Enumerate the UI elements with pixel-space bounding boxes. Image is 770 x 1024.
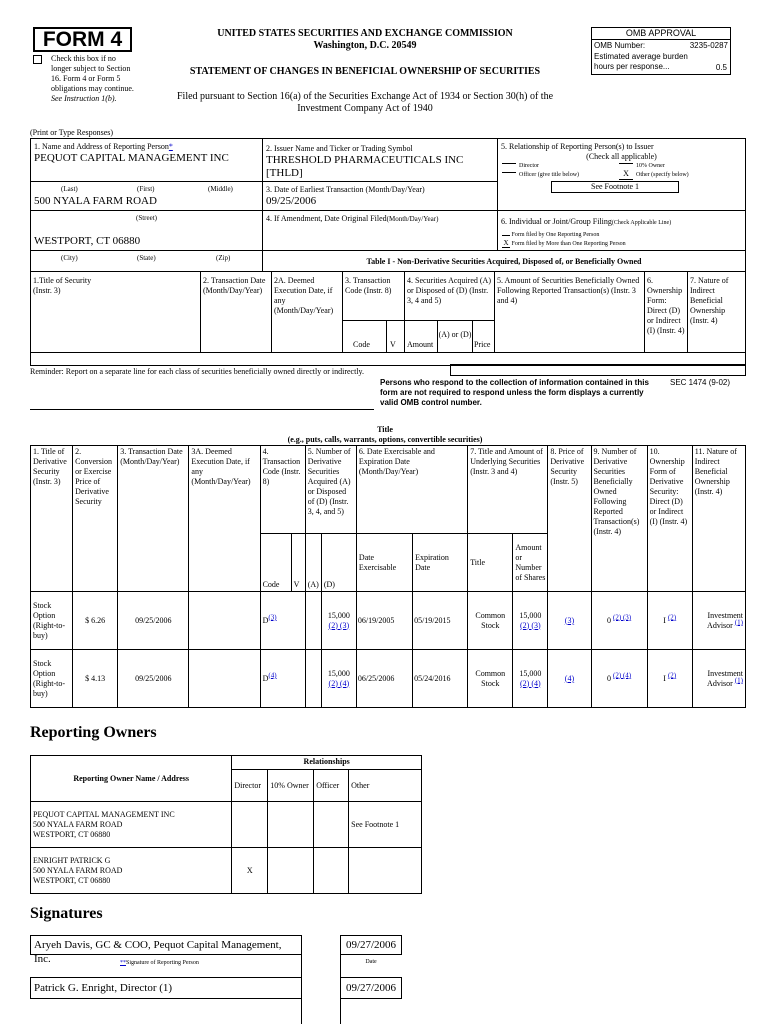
one-person-label: Form filed by One Reporting Person: [511, 232, 600, 238]
box2-label: 2. Issuer Name and Ticker or Trading Symbol: [266, 144, 413, 153]
t2-r0-number-fn[interactable]: (2) (3): [328, 620, 350, 630]
t2-r0-date-ex: 06/19/2005: [356, 592, 412, 650]
date-2-text: 09/27/2006: [345, 982, 397, 994]
signature-label-text: Signature of Reporting Person: [126, 960, 199, 966]
table-row: [31, 592, 746, 650]
table-row: [31, 802, 422, 848]
t1-acq: [404, 320, 495, 353]
ro-r0-line2: 500 NYALA FARM ROAD: [33, 819, 123, 829]
t2-r0-form: I: [663, 615, 666, 625]
t2-r0-price-deriv[interactable]: (3): [564, 615, 575, 625]
date-1-text: 09/27/2006: [345, 939, 397, 951]
t2-r1-owned-fn[interactable]: (2) (4): [613, 670, 632, 679]
t2-exp: Expiration Date: [413, 534, 468, 592]
t2-r1-owned: 0: [607, 673, 612, 683]
burden-value: 0.5: [715, 63, 727, 72]
table1-title: Table I - Non-Derivative Securities Acquired, Disposed of, or Beneficially Owned: [262, 250, 746, 272]
t2-r1-number: 15,000: [327, 668, 350, 678]
signature-label: [120, 959, 199, 967]
reporting-person-name: PEQUOT CAPITAL MANAGEMENT INC: [34, 152, 229, 164]
omb-title: OMB APPROVAL: [592, 28, 730, 40]
box2-issuer: [262, 138, 498, 182]
signature-1-text: Aryeh Davis, GC & COO, Pequot Capital Management, Inc.: [34, 939, 282, 965]
t2-r1-code-fn[interactable]: (4): [268, 670, 277, 679]
box5-sub: (Check all applicable): [586, 152, 657, 161]
notice-top-box: [450, 364, 746, 376]
ro-r0-director: [232, 802, 268, 848]
omb-number: 3235-0287: [689, 41, 728, 50]
t2-a: (A): [305, 534, 321, 592]
t2-h1: 1. Title of Derivative Security (Instr. 3): [31, 446, 73, 592]
t2-h5: 5. Number of Derivative Securities Acquired (A) or Disposed of (D) (Instr. 3, 4, and 5): [305, 446, 356, 534]
t2-r0-date: 09/25/2006: [118, 592, 189, 650]
t2-h11: 11. Nature of Indirect Beneficial Ownership (Instr. 4): [692, 446, 745, 592]
t2-r0-und-title: Common Stock: [468, 592, 513, 650]
box6-label-small: (Check Applicable Line): [611, 220, 672, 226]
t2-r0-code: D: [262, 615, 269, 625]
box6-filing: [497, 210, 746, 251]
t2-r1-exp: 05/24/2016: [413, 650, 468, 708]
omb-number-label: OMB Number:: [594, 41, 646, 50]
t1-col5: [494, 271, 645, 353]
box3-date: [262, 181, 498, 211]
officer-label: Officer (give title below): [519, 172, 580, 178]
box1-label: 1. Name and Address of Reporting Person: [34, 142, 169, 151]
label-state: (State): [137, 254, 156, 262]
box4-label-small: (Month/Day/Year): [386, 215, 439, 223]
t2-r1-nature-fn[interactable]: (1): [734, 675, 743, 684]
commission-name: UNITED STATES SECURITIES AND EXCHANGE COMMISSION: [217, 28, 513, 39]
ro-r0-line1: PEQUOT CAPITAL MANAGEMENT INC: [33, 809, 175, 819]
t2-code: Code: [260, 534, 291, 592]
t2-r0-owned-fn[interactable]: (2) (3): [613, 612, 632, 621]
t2-r1-form-fn[interactable]: (2): [667, 670, 677, 679]
t2-v: V: [291, 534, 305, 592]
ro-r0-ten: [268, 802, 314, 848]
label-last: (Last): [61, 185, 78, 193]
t1-col4-label: 4. Securities Acquired (A) or Disposed of (D) (Instr. 3, 4 and 5): [407, 276, 491, 305]
persons-notice: Persons who respond to the collection of information contained in this form are not required to respond unless the form displays a currently valid OMB control number.: [380, 378, 649, 407]
t2-r0-form-fn[interactable]: (2): [667, 612, 677, 621]
commission-city: Washington, D.C. 20549: [313, 40, 417, 51]
box1-citystate: [30, 250, 263, 272]
signature-footnote-link[interactable]: **: [120, 960, 126, 966]
t2-r1-und-fn[interactable]: (2) (4): [520, 678, 541, 688]
date-2: [340, 977, 402, 999]
t2-r0-owned: 0: [607, 615, 612, 625]
other-label: Other (specify below): [636, 172, 689, 178]
reporting-owners-heading: Reporting Owners: [30, 724, 157, 741]
t2-d: (D): [321, 534, 356, 592]
ro-col-other: Other: [349, 770, 422, 802]
no-longer-subject-checkbox[interactable]: [33, 55, 42, 64]
reminder-underline: [30, 376, 374, 410]
more-person-label: Form filed by More than One Reporting Person: [511, 241, 626, 247]
t2-r1-number-fn[interactable]: (2) (4): [328, 678, 350, 688]
t1-col2: [200, 271, 272, 353]
director-label: Director: [519, 163, 539, 169]
ro-r1-line1: ENRIGHT PATRICK G: [33, 855, 111, 865]
ro-r0-other: See Footnote 1: [349, 802, 422, 848]
ro-col-name: Reporting Owner Name / Address: [31, 756, 232, 802]
t2-r0-title: Stock Option (Right-to-buy): [31, 592, 73, 650]
ro-r1-line2: 500 NYALA FARM ROAD: [33, 865, 123, 875]
t2-h7: 7. Title and Amount of Underlying Securities (Instr. 3 and 4): [468, 446, 548, 534]
signatures-heading: Signatures: [30, 905, 103, 922]
reminder-text: Reminder: Report on a separate line for each class of securities beneficially owned directly or indirectly.: [30, 367, 365, 376]
statement-title: STATEMENT OF CHANGES IN BENEFICIAL OWNERSHIP OF SECURITIES: [189, 66, 541, 77]
form-title-box: [33, 27, 132, 52]
t1-col1-label: 1.Title of Security (Instr. 3): [33, 276, 92, 295]
t2-h2: 2. Conversion or Exercise Price of Derivative Security: [73, 446, 118, 592]
t2-r1-code: D: [262, 673, 269, 683]
sec-code: SEC 1474 (9-02): [670, 378, 731, 387]
t2-h10: 10. Ownership Form of Derivative Security: Direct (D) or Indirect (I) (Instr. 4): [647, 446, 692, 592]
t1-code: Code: [353, 340, 370, 349]
t2-r0-price: $ 6.26: [73, 592, 118, 650]
table-row: [31, 650, 746, 708]
t2-r1-price: $ 4.13: [73, 650, 118, 708]
form-title: FORM 4: [42, 28, 123, 51]
t2-h3a: 3A. Deemed Execution Date, if any (Month/Day/Year): [189, 446, 260, 592]
t1-aord: (A) or (D): [438, 330, 472, 339]
director-line[interactable]: [502, 163, 516, 164]
box1-address: [30, 181, 263, 211]
t1-col6: [644, 271, 688, 353]
t2-h6: 6. Date Exercisable and Expiration Date (Month/Day/Year): [356, 446, 467, 534]
t1-col7-label: 7. Nature of Indirect Beneficial Ownership (Instr. 4): [690, 276, 729, 325]
checkbox-note: [51, 54, 137, 104]
one-person-line[interactable]: [502, 235, 510, 236]
see-instruction: See Instruction 1(b).: [51, 94, 117, 103]
ro-r1-line3: WESTPORT, CT 06880: [33, 875, 111, 885]
ten-pct-line[interactable]: [619, 163, 633, 164]
signature-2-text: Patrick G. Enright, Director (1): [34, 982, 173, 994]
box6-label: 6. Individual or Joint/Group Filing: [501, 217, 612, 226]
ten-pct-label: 10% Owner: [636, 163, 665, 169]
filed-pursuant: Filed pursuant to Section 16(a) of the Securities Exchange Act of 1934 or Section 30(h) of the Investment Company Act of 1940: [176, 91, 554, 114]
t1-col7: [687, 271, 746, 353]
ro-col-ten: 10% Owner: [268, 770, 314, 802]
t2-title: Title: [468, 534, 513, 592]
box1-footnote-link[interactable]: *: [168, 142, 173, 151]
t1-col3-label: 3. Transaction Code (Instr. 8): [345, 276, 392, 295]
t2-h4: 4. Transaction Code (Instr. 8): [260, 446, 305, 534]
burden-label: Estimated average burden hours per response...: [594, 52, 688, 71]
relationship-footnote: See Footnote 1: [551, 181, 679, 193]
omb-box: [591, 27, 731, 75]
t2-r1-date-ex: 06/25/2006: [356, 650, 412, 708]
t2-r1-nature: Investment Advisor: [707, 668, 743, 688]
t1-amount: Amount: [407, 340, 434, 349]
ro-r1-other: [349, 848, 422, 894]
t1-code-v: [342, 320, 405, 353]
checkbox-note-text: Check this box if no longer subject to Section 16. Form 4 or Form 5 obligations may continue.: [51, 54, 134, 93]
t1-col6-label: 6. Ownership Form: Direct (D) or Indirect (I) (Instr. 4): [647, 276, 685, 335]
box3-label: 3. Date of Earliest Transaction (Month/Day/Year): [266, 185, 425, 194]
t1-col2a: [271, 271, 343, 353]
issuer-name: THRESHOLD PHARMACEUTICALS INC: [266, 154, 464, 166]
t2-r1-title: Stock Option (Right-to-buy): [31, 650, 73, 708]
t2-r0-number: 15,000: [327, 610, 350, 620]
table2-subtitle: (e.g., puts, calls, warrants, options, convertible securities): [287, 435, 483, 444]
label-zip: (Zip): [216, 254, 231, 262]
box5-relationship: [497, 138, 746, 211]
issuer-ticker: [THLD]: [266, 167, 303, 179]
ro-r0-officer: [314, 802, 349, 848]
date-label: Date: [365, 959, 377, 965]
more-person-mark[interactable]: X: [503, 239, 509, 247]
t2-r1-price-deriv[interactable]: (4): [564, 673, 575, 683]
box5-label: 5. Relationship of Reporting Person(s) to Issuer: [501, 142, 654, 151]
reporting-owners-table: [30, 755, 422, 894]
box1-name: [30, 138, 263, 182]
t1-col2-label: 2. Transaction Date (Month/Day/Year): [203, 276, 266, 295]
ro-r0-line3: WESTPORT, CT 06880: [33, 829, 111, 839]
officer-line[interactable]: [502, 172, 516, 173]
ro-relationships: Relationships: [232, 756, 422, 770]
label-city: (City): [61, 254, 78, 262]
t2-h8: 8. Price of Derivative Security (Instr. 5): [548, 446, 591, 592]
t2-r0-nature: Investment Advisor: [707, 610, 743, 630]
print-note: (Print or Type Responses): [30, 128, 114, 137]
t2-r0-nature-fn[interactable]: (1): [734, 617, 743, 626]
burden-row: [592, 52, 696, 72]
omb-number-row: [592, 40, 730, 52]
t2-r0-exp: 05/19/2015: [413, 592, 468, 650]
t2-r0-code-fn[interactable]: (3): [268, 612, 277, 621]
ro-col-officer: Officer: [314, 770, 349, 802]
label-first: (First): [137, 185, 155, 193]
t2-amount-shares: Amount or Number of Shares: [513, 534, 548, 592]
t1-col2a-label: 2A. Deemed Execution Date, if any (Month/Day/Year): [274, 276, 334, 315]
street-value: 500 NYALA FARM ROAD: [34, 195, 157, 207]
t2-h9: 9. Number of Derivative Securities Beneficially Owned Following Reported Transaction(s) (Instr. 4): [591, 446, 647, 592]
ro-r1-director: X: [232, 848, 268, 894]
date-1: [340, 935, 402, 955]
label-street: (Street): [136, 214, 157, 222]
signature-2: [30, 977, 302, 999]
t2-r1-und-title: Common Stock: [468, 650, 513, 708]
label-middle: (Middle): [208, 185, 233, 193]
box1-street: [30, 210, 263, 251]
t2-date-ex: Date Exercisable: [356, 534, 412, 592]
ro-r1-officer: [314, 848, 349, 894]
ro-col-director: Director: [232, 770, 268, 802]
t2-r1-date: 09/25/2006: [118, 650, 189, 708]
t2-r0-und-fn[interactable]: (2) (3): [520, 620, 541, 630]
t1-col1: [30, 271, 201, 353]
earliest-transaction-date: 09/25/2006: [266, 195, 317, 207]
other-mark[interactable]: X: [619, 169, 633, 180]
ro-r1-ten: [268, 848, 314, 894]
t2-h3: 3. Transaction Date (Month/Day/Year): [118, 446, 189, 592]
t2-r1-und-amt: 15,000: [519, 668, 542, 678]
table2-title: Title: [377, 425, 393, 434]
t2-r0-und-amt: 15,000: [519, 610, 542, 620]
t1-price: Price: [474, 340, 491, 349]
table2: [30, 445, 746, 708]
t2-r1-form: I: [663, 673, 666, 683]
city-value: WESTPORT, CT 06880: [34, 235, 141, 247]
box4-label: 4. If Amendment, Date Original Filed: [266, 214, 387, 223]
table-row: [31, 848, 422, 894]
t1-v: V: [390, 340, 396, 349]
box4-amendment: [262, 210, 498, 251]
t1-col5-label: 5. Amount of Securities Beneficially Owned Following Reported Transaction(s) (Instr. 3 and 4): [497, 276, 640, 305]
